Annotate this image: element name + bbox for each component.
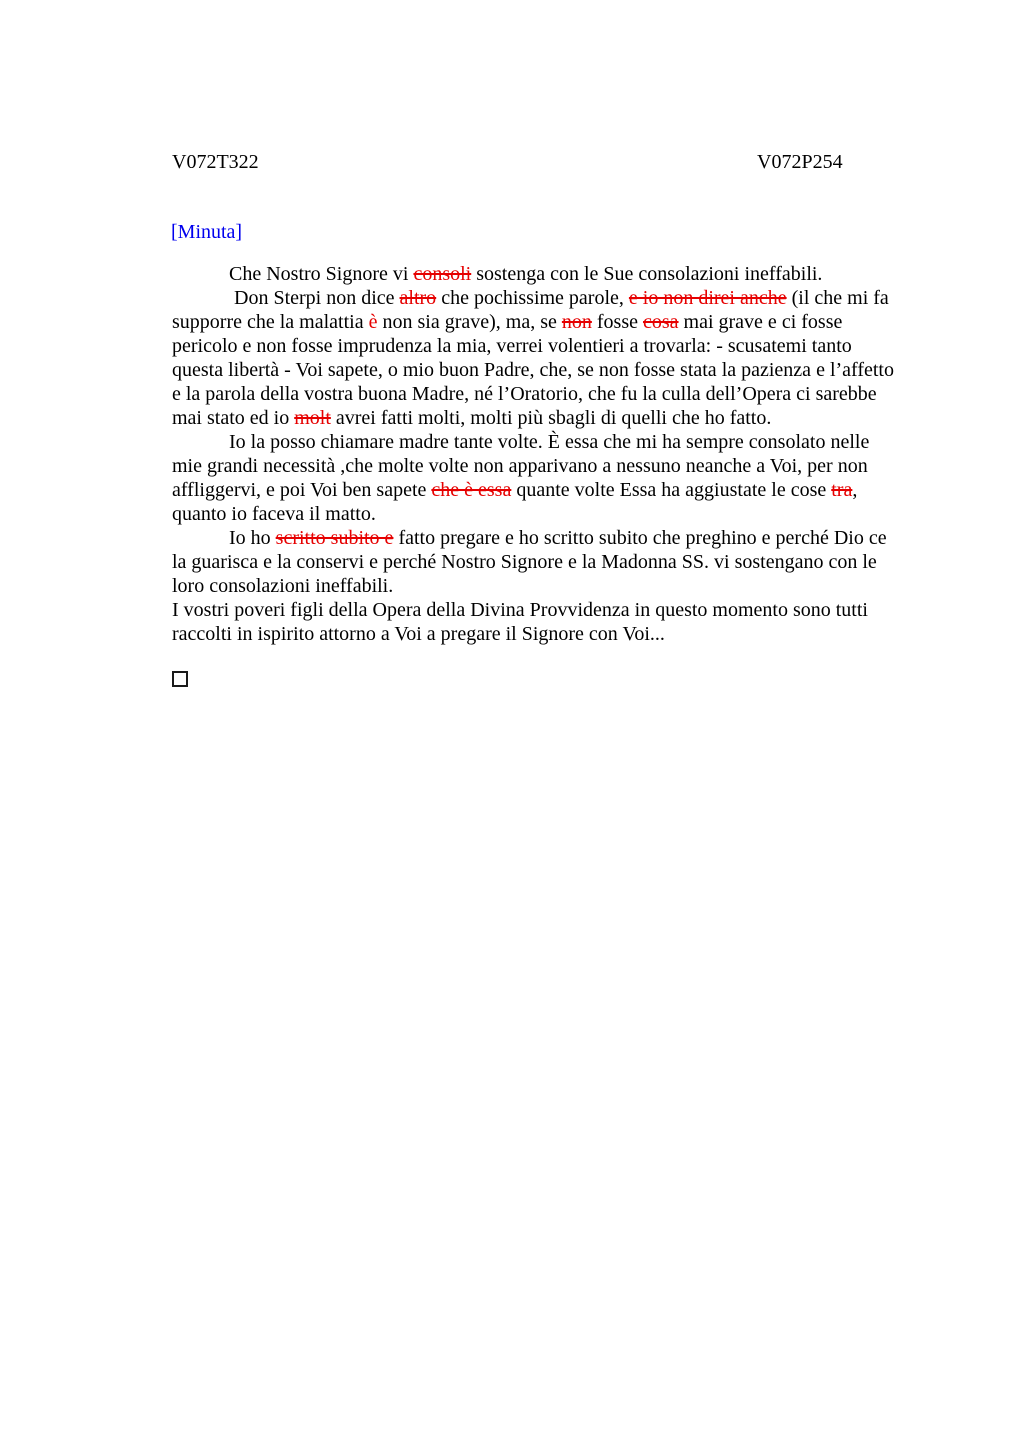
text-segment: Io la posso chiamare madre tante volte. È essa che mi ha sempre consolato nelle	[229, 431, 870, 453]
text-segment: Io ho	[229, 527, 276, 549]
text-segment: questa libertà - Voi sapete, o mio buon Padre, che, se non fosse stata la pazienza e l’affetto	[172, 359, 894, 381]
text-line	[172, 598, 952, 622]
text-segment: fatto pregare e ho scritto subito che preghino e perché Dio ce	[393, 527, 887, 549]
deleted-text: non	[561, 311, 592, 333]
text-line	[172, 454, 952, 478]
deleted-text: che è essa	[431, 479, 512, 501]
text-segment: avrei fatti molti, molti più sbagli di quelli che ho fatto.	[330, 407, 772, 429]
text-segment: fosse	[591, 311, 643, 333]
text-segment: Don Sterpi non dice	[229, 287, 400, 309]
text-line	[172, 430, 952, 454]
text-segment: Che Nostro Signore vi	[229, 263, 414, 285]
text-segment: affliggervi, e poi Voi ben sapete	[172, 479, 432, 501]
text-segment: loro consolazioni ineffabili.	[172, 575, 394, 597]
text-segment: mai grave e ci fosse	[678, 311, 843, 333]
text-line	[172, 382, 952, 406]
text-segment: quanto io faceva il matto.	[172, 503, 376, 525]
text-segment: supporre che la malattia	[172, 311, 369, 333]
text-line	[172, 502, 952, 526]
text-segment: e la parola della vostra buona Madre, né l’Oratorio, che fu la culla dell’Opera ci sarebbe	[172, 383, 877, 405]
text-line	[172, 526, 952, 550]
text-segment: mai stato ed io	[172, 407, 295, 429]
deleted-text: consoli	[413, 263, 472, 285]
text-segment: pericolo e non fosse imprudenza la mia, verrei volentieri a trovarla: - scusatemi tanto	[172, 335, 852, 357]
deleted-text: cosa	[642, 311, 679, 333]
text-line	[172, 286, 952, 310]
text-line	[172, 406, 952, 430]
minuta-annotation: [Minuta]	[171, 221, 243, 243]
deleted-text: tra	[831, 479, 853, 501]
text-segment: la guarisca e la conservi e perché Nostro Signore e la Madonna SS. vi sostengano con le	[172, 551, 877, 573]
text-line	[172, 310, 952, 334]
text-line	[172, 358, 952, 382]
text-segment: sostenga con le Sue consolazioni ineffabili.	[471, 263, 823, 285]
text-line	[172, 574, 952, 598]
text-line	[172, 262, 952, 286]
text-line	[172, 550, 952, 574]
deleted-text: e io non direi anche	[628, 287, 787, 309]
text-segment: raccolti in ispirito attorno a Voi a pregare il Signore con Voi...	[172, 623, 665, 645]
text-line	[172, 334, 952, 358]
text-segment: che pochissime parole,	[436, 287, 629, 309]
header-code-right: V072P254	[757, 151, 843, 173]
text-segment: I vostri poveri figli della Opera della Divina Provvidenza in questo momento sono tutti	[172, 599, 868, 621]
text-line	[172, 478, 952, 502]
text-segment: ,	[852, 479, 858, 501]
revision-text: è	[368, 311, 378, 333]
text-segment: quante volte Essa ha aggiustate le cose	[511, 479, 832, 501]
header-code-left: V072T322	[172, 151, 259, 173]
letter-body	[172, 262, 952, 646]
deleted-text: molt	[294, 407, 331, 429]
deleted-text: scritto subito e	[275, 527, 394, 549]
text-segment: mie grandi necessità ,che molte volte non apparivano a nessuno neanche a Voi, per non	[172, 455, 868, 477]
text-line	[172, 622, 952, 646]
text-segment: non sia grave), ma, se	[377, 311, 562, 333]
end-of-text-box-icon	[172, 671, 188, 687]
deleted-text: altro	[399, 287, 437, 309]
text-segment: (il che mi fa	[786, 287, 889, 309]
